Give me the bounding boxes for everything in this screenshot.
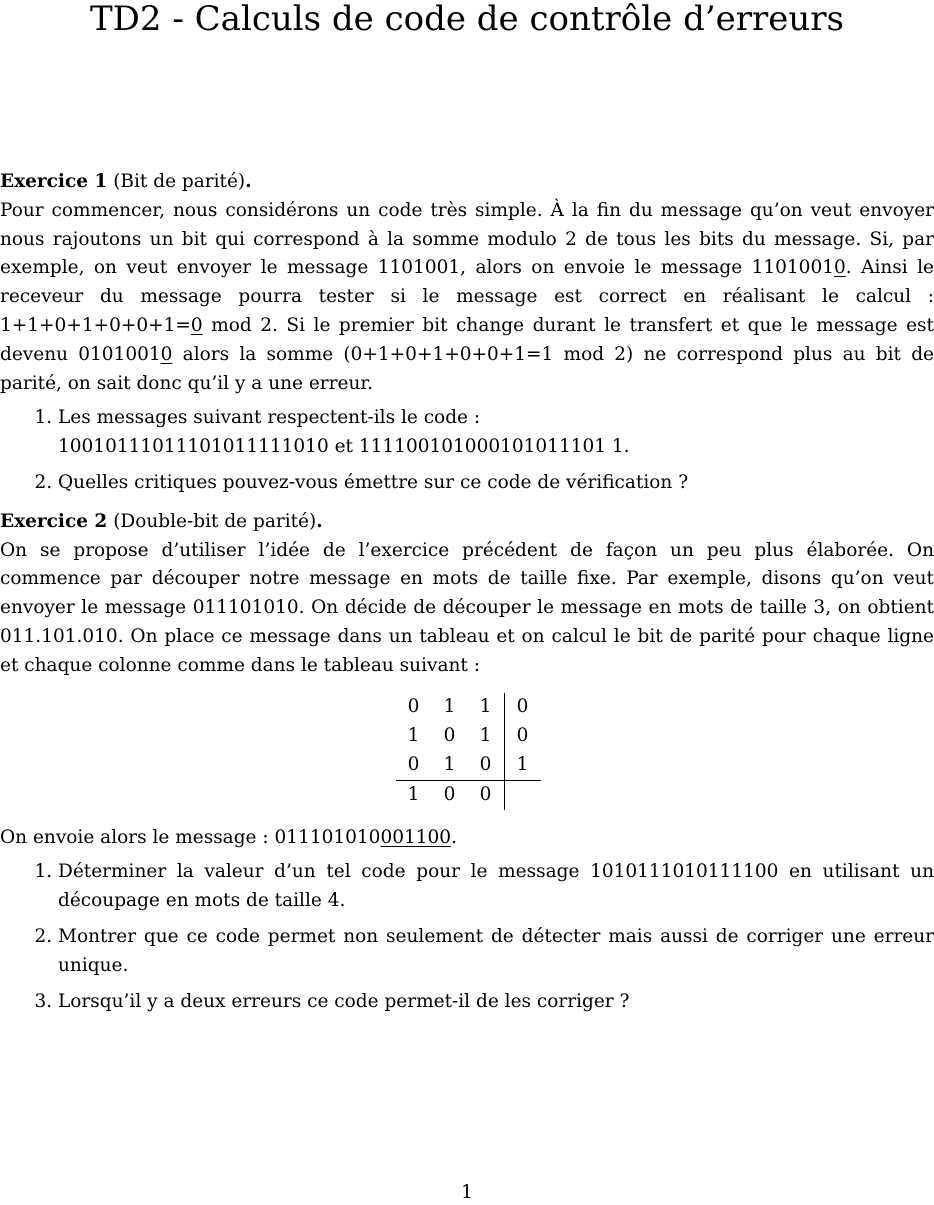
exercise-1-questions bbox=[0, 404, 934, 497]
exercise-1-heading: Exercice 1 (Bit de parité). bbox=[0, 171, 252, 192]
table-cell: 1 bbox=[479, 724, 492, 746]
question-2-3: 3. Lorsqu’il y a deux erreurs ce code permet-il de les corriger ? bbox=[58, 988, 934, 1017]
exercise-2-questions bbox=[0, 858, 934, 1016]
row-parity-cell: 0 bbox=[504, 693, 541, 722]
table-cell: 0 bbox=[407, 753, 420, 775]
exercise-2-heading: Exercice 2 (Double-bit de parité). bbox=[0, 510, 323, 532]
question-1-2: 2. Quelles critiques pouvez-vous émettre sur ce code de vérification ? bbox=[58, 469, 934, 498]
parity-table bbox=[396, 693, 541, 810]
page-title: TD2 - Calculs de code de contrôle d’erreurs bbox=[89, 0, 844, 39]
table-row bbox=[396, 722, 541, 751]
sent-message-line: On envoie alors le message : 011101010001100. bbox=[0, 826, 457, 848]
table-cell: 1 bbox=[479, 695, 492, 717]
exercise-2-paragraph: On se propose d’utiliser l’idée de l’exercice précédent de façon un peu plus élaborée. On commence par découper notre message en mots de taille fixe. Par exemple, disons qu’on veut envoyer le message 011101010. On décide de découper le message en mots de taille 3, on obtient 011.101.010. On place ce message dans un tableau et on calcul le bit de parité pour chaque ligne et chaque colonne comme dans le tableau suivant : bbox=[0, 539, 934, 676]
column-parity-cell: 0 bbox=[468, 780, 505, 810]
parity-result-underlined: 0 bbox=[190, 314, 203, 336]
parity-bit-underlined: 0 bbox=[160, 343, 173, 365]
exercise-2-subtitle: (Double-bit de parité) bbox=[113, 510, 317, 532]
column-parity-cell: 1 bbox=[396, 780, 432, 810]
table-row bbox=[396, 693, 541, 722]
table-cell: 1 bbox=[443, 695, 456, 717]
parity-bits-underlined: 001100 bbox=[380, 826, 452, 848]
column-parity-cell: 0 bbox=[432, 780, 468, 810]
question-1-1: 1. Les messages suivant respectent-ils le code : 10010111011101011111010 et 111100101000101011101 1. bbox=[58, 404, 934, 462]
row-parity-cell: 0 bbox=[504, 722, 541, 751]
column-parity-row bbox=[396, 780, 541, 810]
exercise-1-paragraph: Pour commencer, nous considérons un code très simple. À la fin du message qu’on veut envoyer nous rajoutons un bit qui correspond à la somme modulo 2 de tous les bits du message. Si, par exemple, on veut envoyer le message 1101001, alors on envoie le message 11010010. Ainsi le receveur du message pourra tester si le message est correct en réalisant le calcul : 1+1+0+1+0+0+1=0 mod 2. Si le premier bit change durant le transfert et que le message est devenu 01010010 alors la somme (0+1+0+1+0+0+1=1 mod 2) ne correspond plus au bit de parité, on sait donc qu’il y a une erreur. bbox=[0, 199, 934, 394]
table-cell: 0 bbox=[443, 724, 456, 746]
table-cell: 1 bbox=[443, 753, 456, 775]
question-2-2: 2. Montrer que ce code permet non seulement de détecter mais aussi de corriger une erreur unique. bbox=[58, 923, 934, 981]
parity-bit-underlined: 0 bbox=[834, 257, 846, 279]
messages-to-check: 10010111011101011111010 et 111100101000101011101 1. bbox=[58, 436, 630, 458]
document-body bbox=[0, 168, 934, 1023]
table-cell-empty bbox=[504, 780, 541, 810]
exercise-1-subtitle: (Bit de parité) bbox=[113, 171, 246, 192]
table-cell: 0 bbox=[479, 753, 492, 775]
table-cell: 1 bbox=[407, 724, 420, 746]
table-row bbox=[396, 751, 541, 781]
page-number: 1 bbox=[461, 1182, 473, 1203]
exercise-2-label: Exercice 2 bbox=[0, 510, 108, 532]
parity-table-wrapper bbox=[0, 693, 934, 810]
question-2-1: 1. Déterminer la valeur d’un tel code pour le message 1010111010111100 en utilisant un découpage en mots de taille 4. bbox=[58, 858, 934, 916]
exercise-1-label: Exercice 1 bbox=[0, 171, 108, 192]
row-parity-cell: 1 bbox=[504, 751, 541, 781]
table-cell: 0 bbox=[407, 695, 420, 717]
